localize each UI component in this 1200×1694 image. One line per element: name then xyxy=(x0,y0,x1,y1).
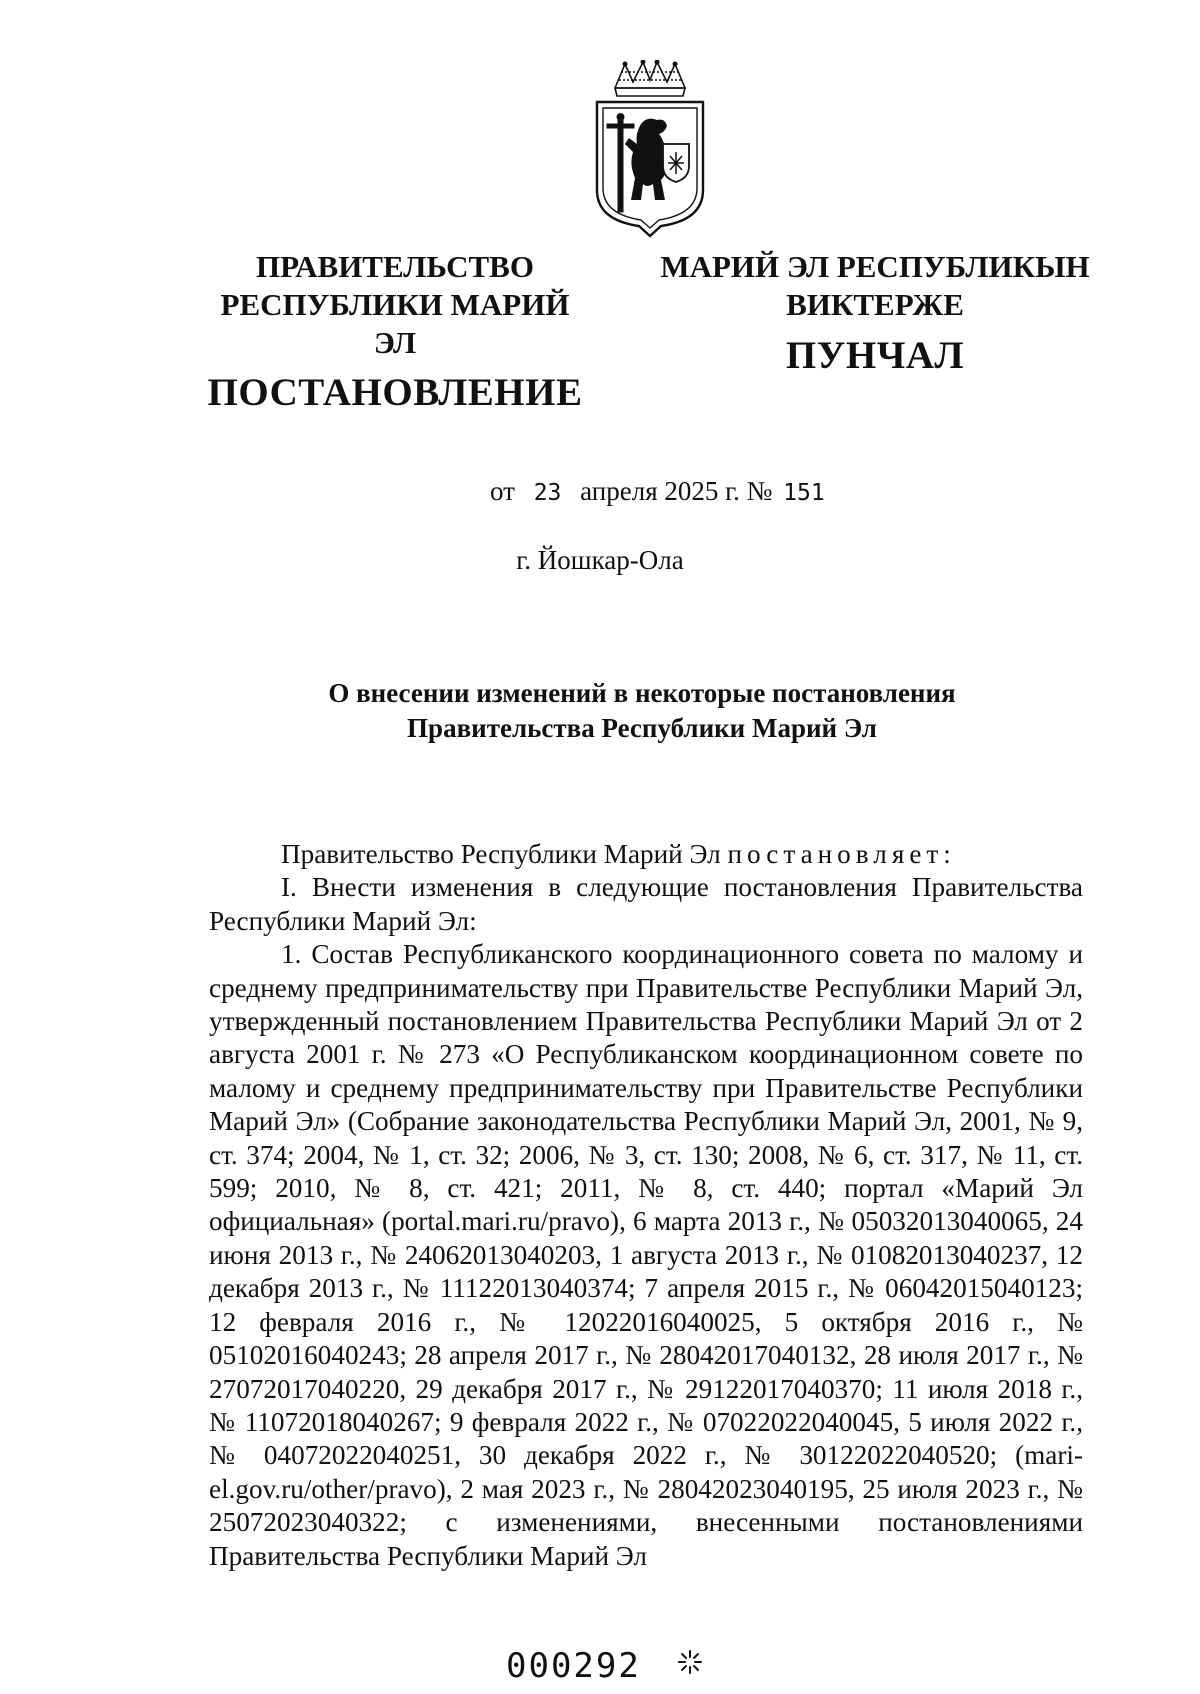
decree-date-line xyxy=(490,476,837,507)
decree-day: 23 xyxy=(533,480,562,506)
date-prefix: от xyxy=(490,476,515,506)
intro-paragraph xyxy=(209,838,1083,871)
ornament-mark-icon xyxy=(676,1648,704,1676)
header-left xyxy=(200,248,590,417)
left-organization-name: ПРАВИТЕЛЬСТВО РЕСПУБЛИКИ МАРИЙ ЭЛ xyxy=(220,249,570,360)
intro-text: Правительство Республики Марий Эл xyxy=(281,839,721,869)
footer-serial-code: 000292 xyxy=(506,1646,641,1686)
right-act-type: ПУНЧАЛ xyxy=(785,333,965,377)
header-right xyxy=(650,248,1100,379)
document-body xyxy=(209,838,1083,1573)
decree-city: г. Йошкар-Ола xyxy=(516,545,684,575)
right-organization-name: МАРИЙ ЭЛ РЕСПУБЛИКЫН ВИКТЕРЖЕ xyxy=(660,249,1090,322)
paragraph-2: 1. Состав Республиканского координационного совета по малому и среднему предпринимательству при Правительстве Республики Марий Эл, утвержденный постановлением Правительства Республики Марий Эл от 2 августа 2001 г. № 273 «О Республиканском координационном совете по малому и среднему предпринимательству при Правительстве Республики Марий Эл» (Собрание законодательства Республики Марий Эл, 2001, № 9, ст. 374; 2004, № 1, ст. 32; 2006, № 3, ст. 130; 2008, № 6, ст. 317, № 11, ст. 599; 2010, № 8, ст. 421; 2011, № 8, ст. 440; портал «Марий Эл официальная» (portal.mari.ru/pravo), 6 марта 2013 г., № 05032013040065, 24 июня 2013 г., № 24062013040203, 1 августа 2013 г., № 01082013040237, 12 декабря 2013 г., № 11122013040374; 7 апреля 2015 г., № 06042015040123; 12 февраля 2016 г., № 12022016040025, 5 октября 2016 г., № 05102016040243; 28 апреля 2017 г., № 28042017040132, 28 июля 2017 г., № 27072017040220, 29 декабря 2017 г., № 29122017040370; 11 июля 2018 г., № 11072018040267; 9 февраля 2022 г., № 07022022040045, 5 июля 2022 г., № 04072022040251, 30 декабря 2022 г., № 30122022040520; (mari-el.gov.ru/other/pravo), 2 мая 2023 г., № 28042023040195, 25 июля 2023 г., № 25072023040322; с изменениями, внесенными постановлениями Правительства Республики Марий Эл xyxy=(209,939,1083,1571)
document-title: О внесении изменений в некоторые постановления Правительства Республики Марий Эл xyxy=(328,678,956,743)
marij-el-coat-of-arms-icon xyxy=(591,60,709,238)
decree-number: 151 xyxy=(783,480,825,506)
intro-resolves: постановляет: xyxy=(727,839,956,869)
decree-month-year: апреля 2025 г. № xyxy=(580,476,773,506)
left-act-type: ПОСТАНОВЛЕНИЕ xyxy=(207,371,583,415)
paragraph-1: I. Внести изменения в следующие постановления Правительства Республики Марий Эл: xyxy=(209,872,1083,936)
